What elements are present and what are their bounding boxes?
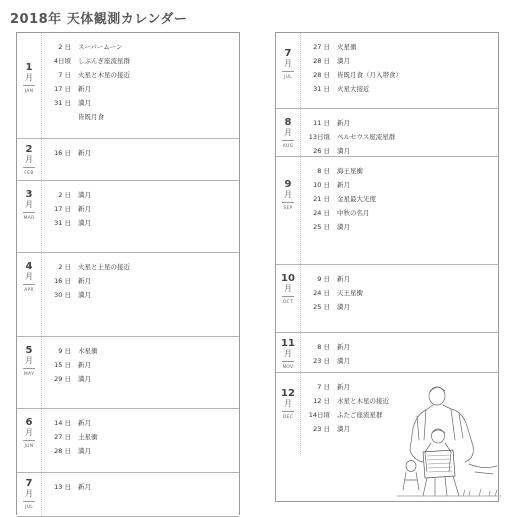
event-name: 満月: [337, 425, 350, 433]
month-block-nov: [276, 333, 498, 373]
event-name: 満月: [78, 375, 91, 383]
event-date: 24 日: [313, 209, 330, 217]
month-label: [17, 337, 42, 408]
event-name: 満月: [78, 219, 91, 227]
event-date: 16 日: [54, 277, 71, 285]
event-row: [41, 260, 130, 274]
month-block-aug: [276, 109, 498, 157]
month-kanji: 月: [284, 59, 292, 68]
event-name: 火星衝: [337, 43, 357, 51]
month-label: [276, 333, 301, 372]
event-row: [300, 286, 363, 300]
month-number: 8: [284, 117, 292, 128]
event-name: 皆既月食（月入帯食）: [337, 71, 402, 79]
event-row: [300, 408, 383, 422]
month-english: AUG: [282, 144, 294, 149]
event-date: 28 日: [313, 57, 330, 65]
event-date: 23 日: [313, 357, 330, 365]
event-row: [300, 300, 350, 314]
event-name: 新月: [78, 483, 91, 491]
event-name: 満月: [337, 57, 350, 65]
event-date: 29 日: [54, 375, 71, 383]
event-row: [300, 422, 350, 436]
event-row: [41, 110, 104, 124]
event-row: [300, 178, 350, 192]
month-number: 7: [284, 48, 292, 59]
month-english: JUN: [24, 444, 34, 449]
month-kanji: 月: [284, 399, 292, 408]
event-name: 新月: [337, 343, 350, 351]
event-date: 27 日: [54, 433, 71, 441]
month-label: [17, 473, 42, 516]
event-row: [41, 372, 91, 386]
month-block-mar: [17, 181, 239, 253]
event-date: 2 日: [58, 263, 71, 271]
month-number: 10: [281, 273, 295, 284]
month-label: [276, 33, 301, 108]
event-row: [41, 430, 98, 444]
event-name: 土星衝: [78, 433, 98, 441]
month-kanji: 月: [284, 349, 292, 358]
month-divider: [23, 284, 35, 285]
event-row: [41, 96, 91, 110]
month-english: MAR: [23, 216, 35, 221]
event-name: 皆既月食: [78, 113, 104, 121]
month-divider: [23, 167, 35, 168]
event-date: 8 日: [317, 167, 330, 175]
event-row: [41, 202, 91, 216]
event-name: しぶんぎ座流星群: [78, 57, 130, 65]
event-name: 新月: [78, 205, 91, 213]
month-english: OCT: [282, 300, 294, 305]
month-block-oct: [276, 265, 498, 333]
month-divider: [282, 202, 294, 203]
event-date: 16 日: [54, 149, 71, 157]
event-row: [300, 68, 402, 82]
event-name: 新月: [78, 277, 91, 285]
event-name: 満月: [78, 99, 91, 107]
event-date: 9 日: [58, 347, 71, 355]
event-date: 2 日: [58, 191, 71, 199]
event-row: [41, 54, 130, 68]
month-number: 11: [281, 338, 295, 349]
event-row: [300, 340, 350, 354]
month-english: JUL: [283, 75, 293, 80]
month-number: 7: [25, 478, 33, 489]
event-name: 新月: [337, 181, 350, 189]
event-date: 14 日: [54, 419, 71, 427]
event-row: [41, 68, 130, 82]
calendar-column-left: [16, 32, 240, 515]
month-label: [276, 265, 301, 332]
month-divider: [282, 71, 294, 72]
event-date: 25 日: [313, 303, 330, 311]
event-row: [41, 188, 91, 202]
event-row: [300, 380, 350, 394]
month-label: [17, 253, 42, 336]
month-english: JUL: [24, 505, 34, 510]
month-kanji: 月: [25, 489, 33, 498]
month-kanji: 月: [25, 272, 33, 281]
month-block-sep: [276, 157, 498, 265]
event-date: 13 日: [54, 483, 71, 491]
month-label: [17, 139, 42, 180]
event-name: 満月: [337, 223, 350, 231]
month-kanji: 月: [284, 190, 292, 199]
event-name: 新月: [337, 275, 350, 283]
event-row: [41, 288, 91, 302]
event-row: [300, 206, 370, 220]
month-block-jul: [17, 473, 239, 517]
event-date: 4日頃: [53, 57, 71, 65]
event-date: 14日頃: [308, 411, 330, 419]
event-date: 17 日: [54, 85, 71, 93]
month-english: FEB: [24, 171, 34, 176]
month-block-jul: [276, 33, 498, 109]
month-kanji: 月: [25, 356, 33, 365]
event-row: [41, 480, 91, 494]
month-divider: [282, 361, 294, 362]
event-name: 中秋の名月: [337, 209, 370, 217]
month-number: 4: [25, 261, 33, 272]
event-name: 満月: [337, 147, 350, 155]
event-name: 水星と木星の接近: [337, 397, 389, 405]
month-divider: [23, 368, 35, 369]
event-name: スーパームーン: [78, 43, 123, 51]
event-name: 天王星衝: [337, 289, 363, 297]
month-label: [17, 33, 42, 138]
event-row: [300, 192, 376, 206]
month-label: [17, 181, 42, 252]
event-date: 9 日: [317, 275, 330, 283]
event-name: 満月: [78, 291, 91, 299]
event-row: [300, 116, 350, 130]
month-divider: [282, 296, 294, 297]
month-divider: [23, 501, 35, 502]
month-divider: [282, 411, 294, 412]
event-row: [300, 40, 357, 54]
month-divider: [23, 212, 35, 213]
event-name: 新月: [78, 419, 91, 427]
month-number: 2: [25, 144, 33, 155]
event-name: 満月: [78, 191, 91, 199]
event-date: 27 日: [313, 43, 330, 51]
event-row: [300, 130, 395, 144]
event-row: [300, 354, 350, 368]
month-block-jan: [17, 33, 239, 139]
event-date: 8 日: [317, 343, 330, 351]
event-name: 満月: [78, 447, 91, 455]
month-number: 6: [25, 417, 33, 428]
event-name: 新月: [78, 361, 91, 369]
event-name: 満月: [337, 303, 350, 311]
event-name: 新月: [337, 119, 350, 127]
event-name: 金星最大光度: [337, 195, 376, 203]
month-english: MAY: [23, 372, 35, 377]
month-english: SEP: [283, 206, 293, 211]
month-number: 3: [25, 189, 33, 200]
event-name: 新月: [78, 149, 91, 157]
month-kanji: 月: [25, 73, 33, 82]
event-name: 海王星衝: [337, 167, 363, 175]
event-row: [41, 274, 91, 288]
event-name: 新月: [78, 85, 91, 93]
event-row: [41, 216, 91, 230]
month-divider: [282, 140, 294, 141]
event-row: [300, 164, 363, 178]
event-row: [41, 358, 91, 372]
month-kanji: 月: [25, 428, 33, 437]
month-number: 12: [281, 388, 295, 399]
month-number: 9: [284, 179, 292, 190]
page-title: 2018年 天体観測カレンダー: [10, 12, 188, 27]
month-block-may: [17, 337, 239, 409]
event-row: [41, 82, 91, 96]
month-number: 5: [25, 345, 33, 356]
month-number: 1: [25, 62, 33, 73]
event-date: 12 日: [313, 397, 330, 405]
month-block-jun: [17, 409, 239, 473]
month-divider: [23, 440, 35, 441]
event-name: 満月: [337, 357, 350, 365]
month-block-feb: [17, 139, 239, 181]
month-label: [17, 409, 42, 472]
event-date: 2 日: [58, 43, 71, 51]
event-row: [300, 82, 370, 96]
event-name: 火星大接近: [337, 85, 370, 93]
month-kanji: 月: [25, 155, 33, 164]
month-english: APR: [24, 288, 34, 293]
event-date: 31 日: [313, 85, 330, 93]
month-label: [276, 157, 301, 264]
event-date: 28 日: [313, 71, 330, 79]
event-date: 7 日: [317, 383, 330, 391]
month-kanji: 月: [284, 284, 292, 293]
event-row: [41, 344, 98, 358]
event-name: 木星衝: [78, 347, 98, 355]
event-name: ふたご座流星群: [337, 411, 383, 419]
month-label: [276, 373, 301, 454]
event-row: [41, 416, 91, 430]
event-date: 21 日: [313, 195, 330, 203]
event-date: 31 日: [54, 99, 71, 107]
event-row: [300, 272, 350, 286]
month-kanji: 月: [284, 128, 292, 137]
event-row: [300, 54, 350, 68]
stargazing-family-illustration: [393, 380, 505, 498]
event-row: [300, 144, 350, 158]
event-date: 23 日: [313, 425, 330, 433]
month-kanji: 月: [25, 200, 33, 209]
event-date: 11 日: [313, 119, 330, 127]
event-date: 17 日: [54, 205, 71, 213]
event-name: 火星と木星の接近: [78, 71, 130, 79]
month-english: JAN: [24, 89, 34, 94]
event-date: 10 日: [313, 181, 330, 189]
event-date: 15 日: [54, 361, 71, 369]
event-date: 7 日: [58, 71, 71, 79]
event-date: 26 日: [313, 147, 330, 155]
month-block-apr: [17, 253, 239, 337]
event-name: 火星と土星の接近: [78, 263, 130, 271]
event-date: 13日頃: [308, 133, 330, 141]
event-date: 30 日: [54, 291, 71, 299]
month-english: DEC: [282, 415, 294, 420]
event-row: [300, 394, 389, 408]
event-date: 31 日: [54, 219, 71, 227]
event-row: [41, 40, 122, 54]
event-row: [41, 146, 91, 160]
event-date: 24 日: [313, 289, 330, 297]
event-row: [41, 444, 91, 458]
event-date: 28 日: [54, 447, 71, 455]
event-row: [300, 220, 350, 234]
event-name: 新月: [337, 383, 350, 391]
month-english: NOV: [282, 365, 294, 370]
event-name: ペルセウス座流星群: [337, 133, 396, 141]
month-label: [276, 109, 301, 156]
event-date: 25 日: [313, 223, 330, 231]
month-divider: [23, 85, 35, 86]
